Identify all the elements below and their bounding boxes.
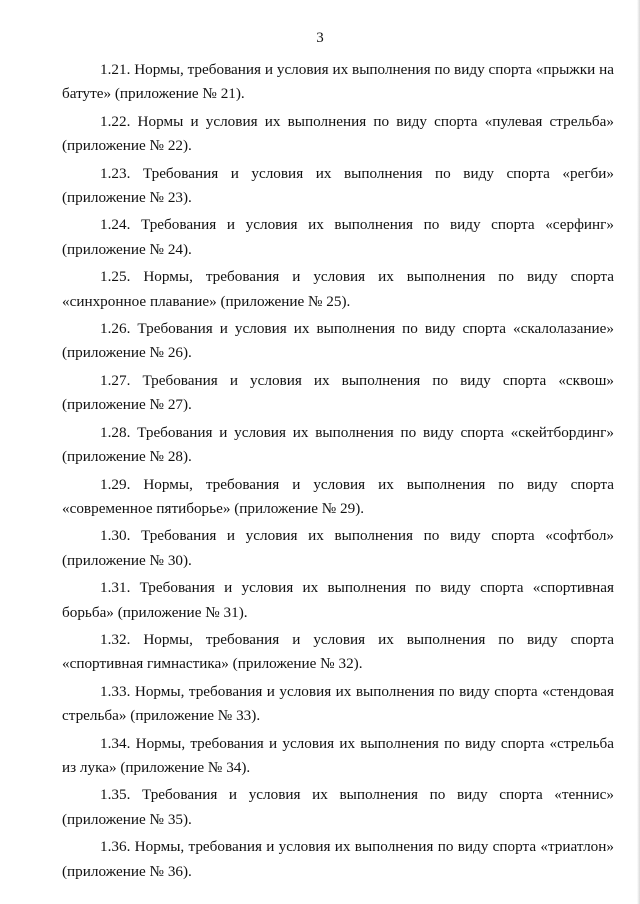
list-item: 1.34. Нормы, требования и условия их выполнения по виду спорта «стрельба из лука» (приложение № 34). <box>62 734 614 776</box>
item-list <box>62 58 614 887</box>
list-item: 1.31. Требования и условия их выполнения по виду спорта «спортивная борьба» (приложение № 31). <box>62 579 614 621</box>
list-item: 1.23. Требования и условия их выполнения по виду спорта «регби» (приложение № 23). <box>62 164 614 207</box>
list-item: 1.29. Нормы, требования и условия их выполнения по виду спорта «современное пятиборье» (приложение № 29). <box>62 475 614 517</box>
list-item: 1.24. Требования и условия их выполнения по виду спорта «серфинг» (приложение № 24). <box>62 216 614 258</box>
list-item: 1.32. Нормы, требования и условия их выполнения по виду спорта «спортивная гимнастика» (приложение № 32). <box>62 630 614 673</box>
list-item: 1.28. Требования и условия их выполнения по виду спорта «скейтбординг» (приложение № 28). <box>62 423 614 466</box>
page-number: 3 <box>316 30 324 46</box>
list-item: 1.26. Требования и условия их выполнения по виду спорта «скалолазание» (приложение № 26). <box>62 320 614 362</box>
list-item: 1.36. Нормы, требования и условия их выполнения по виду спорта «триатлон» (приложение № 36). <box>62 838 614 880</box>
list-item: 1.22. Нормы и условия их выполнения по виду спорта «пулевая стрельба» (приложение № 22). <box>62 112 614 155</box>
list-item: 1.30. Требования и условия их выполнения по виду спорта «софтбол» (приложение № 30). <box>62 527 614 569</box>
list-item: 1.21. Нормы, требования и условия их выполнения по виду спорта «прыжки на батуте» (приложение № 21). <box>62 61 614 103</box>
list-item: 1.27. Требования и условия их выполнения по виду спорта «сквош» (приложение № 27). <box>62 371 614 414</box>
list-item: 1.35. Требования и условия их выполнения по виду спорта «теннис» (приложение № 35). <box>62 786 614 828</box>
list-item: 1.33. Нормы, требования и условия их выполнения по виду спорта «стендовая стрельба» (приложение № 33). <box>62 682 614 725</box>
list-item: 1.25. Нормы, требования и условия их выполнения по виду спорта «синхронное плавание» (приложение № 25). <box>62 268 614 310</box>
